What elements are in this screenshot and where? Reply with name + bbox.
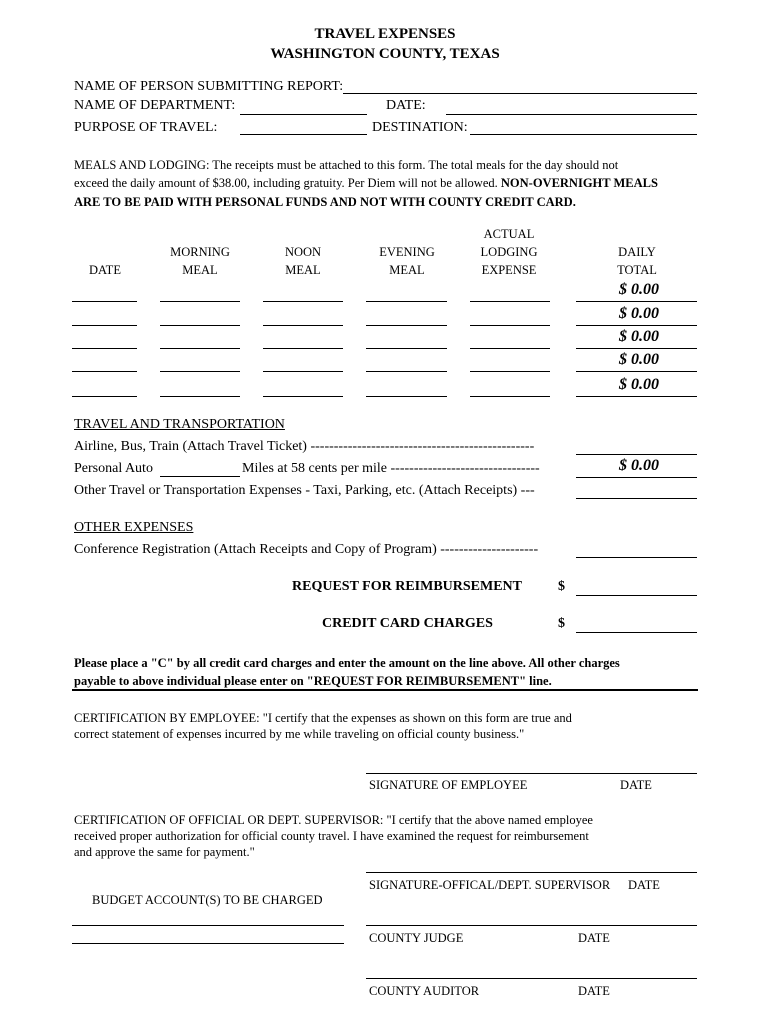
county-judge-signature-input[interactable]	[366, 925, 697, 926]
daily-total-line-row-5	[576, 396, 697, 397]
supervisor-signature-label: SIGNATURE-OFFICAL/DEPT. SUPERVISOR	[369, 878, 611, 892]
daily-total-row-5: $ 0.00	[619, 376, 659, 393]
meals-note-line2-text: exceed the daily amount of $38.00, including gratuity. Per Diem will not be allowed.	[74, 176, 501, 190]
col-morning-header-1: MORNING	[170, 245, 230, 259]
department-input[interactable]	[240, 114, 367, 115]
noon-meal-input-row-1[interactable]	[263, 301, 343, 302]
budget-account-input-1[interactable]	[72, 925, 344, 926]
supervisor-signature-input[interactable]	[366, 872, 697, 873]
other-travel-label: Other Travel or Transportation Expenses - Taxi, Parking, etc. (Attach Receipts) ---	[74, 483, 535, 498]
supervisor-cert-line2: received proper authorization for official county travel. I have examined the request for reimbursement	[74, 829, 589, 843]
conference-amount-input[interactable]	[576, 557, 697, 558]
airline-label: Airline, Bus, Train (Attach Travel Ticket) ------------------------------------------------	[74, 439, 535, 454]
employee-cert-line1: CERTIFICATION BY EMPLOYEE: "I certify that the expenses as shown on this form are true and	[74, 711, 572, 725]
meals-note-line1: MEALS AND LODGING: The receipts must be attached to this form. The total meals for the day should not	[74, 158, 619, 172]
personal-auto-total-line	[576, 477, 697, 478]
daily-total-line-row-4	[576, 371, 697, 372]
lodging-expense-input-row-1[interactable]	[470, 301, 550, 302]
county-judge-label: COUNTY JUDGE	[369, 931, 464, 945]
morning-meal-input-row-5[interactable]	[160, 396, 240, 397]
travel-heading: TRAVEL AND TRANSPORTATION	[74, 417, 285, 432]
budget-account-input-2[interactable]	[72, 943, 344, 944]
destination-label: DESTINATION:	[372, 120, 468, 135]
evening-meal-input-row-4[interactable]	[366, 371, 447, 372]
date-input-row-1[interactable]	[72, 301, 137, 302]
lodging-expense-input-row-3[interactable]	[470, 348, 550, 349]
reimbursement-currency: $	[558, 579, 565, 594]
personal-auto-miles-input[interactable]	[160, 476, 240, 477]
credit-card-amount-input[interactable]	[576, 632, 697, 633]
date-input-row-3[interactable]	[72, 348, 137, 349]
employee-date-label: DATE	[620, 778, 652, 792]
other-travel-amount-input[interactable]	[576, 498, 697, 499]
date-input[interactable]	[446, 114, 697, 115]
noon-meal-input-row-5[interactable]	[263, 396, 343, 397]
daily-total-line-row-1	[576, 301, 697, 302]
lodging-expense-input-row-2[interactable]	[470, 325, 550, 326]
employee-signature-input[interactable]	[366, 773, 697, 774]
col-total-header-2: TOTAL	[617, 263, 657, 277]
department-label: NAME OF DEPARTMENT:	[74, 98, 236, 113]
col-lodging-header-1: ACTUAL	[483, 227, 535, 241]
credit-card-label: CREDIT CARD CHARGES	[322, 616, 493, 631]
date-input-row-4[interactable]	[72, 371, 137, 372]
morning-meal-input-row-3[interactable]	[160, 348, 240, 349]
col-date-header: DATE	[89, 263, 121, 277]
miles-label: Miles at 58 cents per mile --------------------------------	[242, 461, 540, 476]
col-lodging-header-3: EXPENSE	[481, 263, 537, 277]
noon-meal-input-row-4[interactable]	[263, 371, 343, 372]
conference-label: Conference Registration (Attach Receipts and Copy of Program) ---------------------	[74, 542, 539, 557]
col-evening-header-1: EVENING	[379, 245, 435, 259]
evening-meal-input-row-2[interactable]	[366, 325, 447, 326]
col-morning-header-2: MEAL	[182, 263, 218, 277]
noon-meal-input-row-2[interactable]	[263, 325, 343, 326]
person-label: NAME OF PERSON SUBMITTING REPORT:	[74, 79, 344, 94]
personal-auto-label: Personal Auto	[74, 461, 153, 476]
daily-total-row-1: $ 0.00	[619, 281, 659, 298]
notice-line2: payable to above individual please enter on "REQUEST FOR REIMBURSEMENT" line.	[74, 674, 552, 688]
airline-amount-input[interactable]	[576, 454, 697, 455]
noon-meal-input-row-3[interactable]	[263, 348, 343, 349]
date-label: DATE:	[386, 98, 426, 113]
personal-auto-total: $ 0.00	[619, 457, 659, 474]
col-noon-header-2: MEAL	[285, 263, 321, 277]
budget-label: BUDGET ACCOUNT(S) TO BE CHARGED	[92, 893, 323, 907]
county-judge-date-label: DATE	[578, 931, 610, 945]
credit-card-currency: $	[558, 616, 565, 631]
lodging-expense-input-row-5[interactable]	[470, 396, 550, 397]
col-total-header-1: DAILY	[618, 245, 656, 259]
meals-note-line3: ARE TO BE PAID WITH PERSONAL FUNDS AND NOT WITH COUNTY CREDIT CARD.	[74, 195, 576, 209]
form-subtitle: WASHINGTON COUNTY, TEXAS	[270, 46, 500, 62]
supervisor-cert-line1: CERTIFICATION OF OFFICIAL OR DEPT. SUPERVISOR: "I certify that the above named employee	[74, 813, 593, 827]
date-input-row-2[interactable]	[72, 325, 137, 326]
county-auditor-signature-input[interactable]	[366, 978, 697, 979]
lodging-expense-input-row-4[interactable]	[470, 371, 550, 372]
destination-input[interactable]	[470, 134, 697, 135]
morning-meal-input-row-4[interactable]	[160, 371, 240, 372]
employee-signature-label: SIGNATURE OF EMPLOYEE	[369, 778, 528, 792]
daily-total-line-row-2	[576, 325, 697, 326]
morning-meal-input-row-2[interactable]	[160, 325, 240, 326]
col-lodging-header-2: LODGING	[480, 245, 538, 259]
reimbursement-amount-input[interactable]	[576, 595, 697, 596]
supervisor-date-label: DATE	[628, 878, 660, 892]
county-auditor-date-label: DATE	[578, 984, 610, 998]
supervisor-cert-line3: and approve the same for payment."	[74, 845, 255, 859]
meals-note-line2-bold: NON-OVERNIGHT MEALS	[500, 176, 658, 190]
notice-line1: Please place a "C" by all credit card charges and enter the amount on the line above. All other charges	[74, 656, 620, 670]
evening-meal-input-row-3[interactable]	[366, 348, 447, 349]
morning-meal-input-row-1[interactable]	[160, 301, 240, 302]
county-auditor-label: COUNTY AUDITOR	[369, 984, 480, 998]
evening-meal-input-row-1[interactable]	[366, 301, 447, 302]
purpose-label: PURPOSE OF TRAVEL:	[74, 120, 218, 135]
daily-total-row-2: $ 0.00	[619, 305, 659, 322]
purpose-input[interactable]	[240, 134, 367, 135]
daily-total-line-row-3	[576, 348, 697, 349]
person-input[interactable]	[343, 93, 697, 94]
reimbursement-label: REQUEST FOR REIMBURSEMENT	[292, 579, 523, 594]
employee-cert-line2: correct statement of expenses incurred by me while traveling on official county business."	[74, 727, 525, 741]
other-expenses-heading: OTHER EXPENSES	[74, 520, 194, 535]
daily-total-row-3: $ 0.00	[619, 328, 659, 345]
form-title: TRAVEL EXPENSES	[314, 26, 456, 42]
date-input-row-5[interactable]	[72, 396, 137, 397]
evening-meal-input-row-5[interactable]	[366, 396, 447, 397]
daily-total-row-4: $ 0.00	[619, 351, 659, 368]
col-noon-header-1: NOON	[284, 245, 322, 259]
meals-note-line2	[74, 175, 658, 191]
col-evening-header-2: MEAL	[389, 263, 425, 277]
notice-divider	[72, 689, 698, 691]
